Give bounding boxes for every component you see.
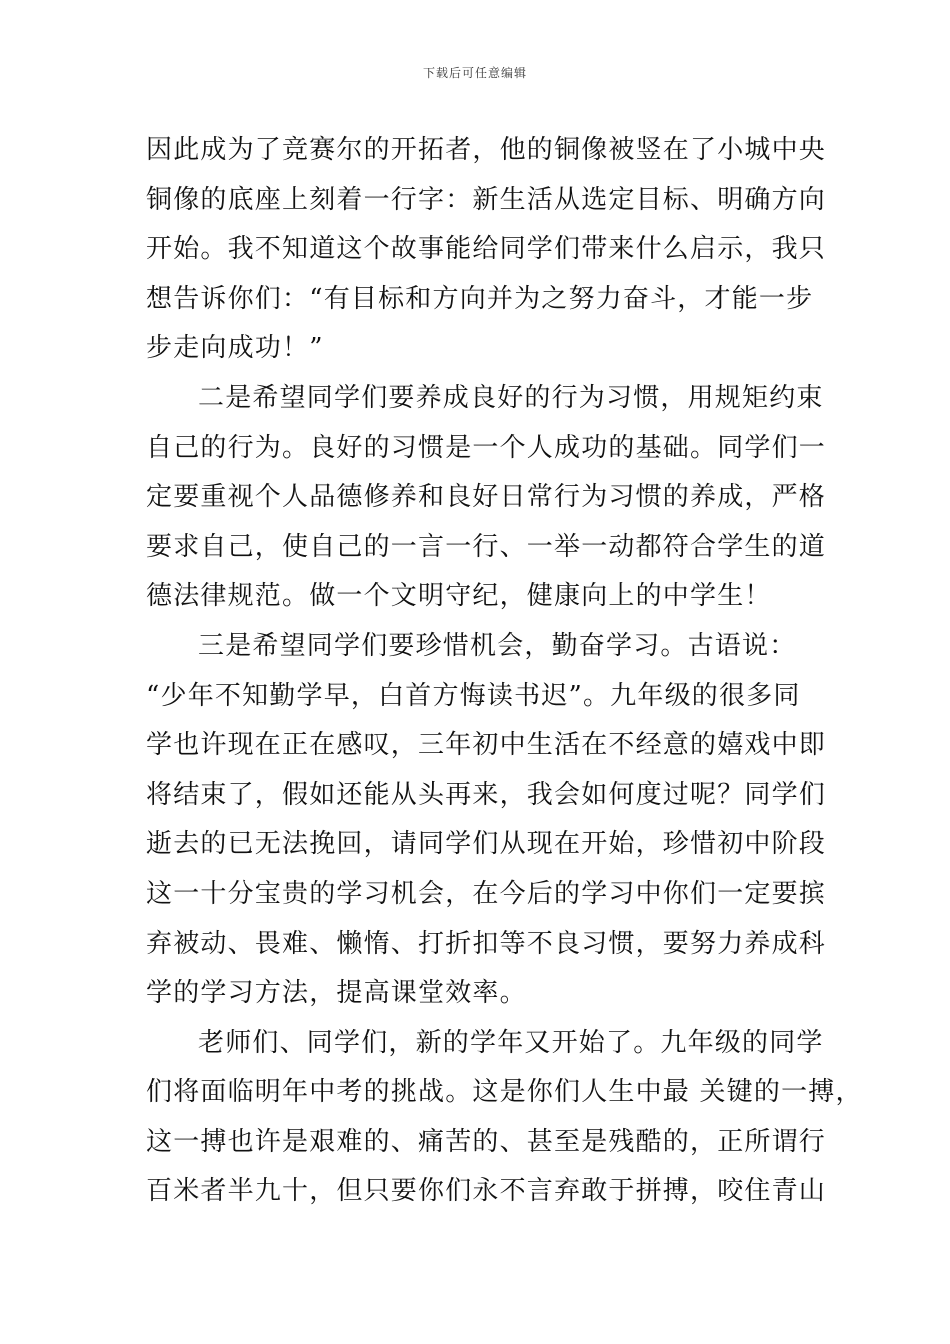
text-line: 逝去的已无法挽回，请同学们从现在开始，珍惜初中阶段 [146, 829, 827, 860]
text-line: 想告诉你们：“有目标和方向并为之努力奋斗，才能一步 [146, 283, 814, 314]
paragraph-start-line: 老师们、同学们，新的学年又开始了。九年级的同学 [198, 1027, 824, 1058]
text-line: 这一十分宝贵的学习机会，在今后的学习中你们一定要摈 [146, 878, 827, 909]
text-line: 铜像的底座上刻着一行字：新生活从选定目标、明确方向 [146, 184, 827, 215]
text-line: 这一搏也许是艰难的、痛苦的、甚至是残酷的，正所谓行 [146, 1126, 827, 1157]
text-line: “少年不知勤学早，白首方悔读书迟”。九年级的很多同 [146, 680, 801, 711]
text-line: 弃被动、畏难、懒惰、打折扣等不良习惯，要努力养成科 [146, 928, 827, 959]
text-line: 将结束了，假如还能从头再来，我会如何度过呢？同学们 [146, 779, 827, 810]
page-header: 下载后可任意编辑 [422, 66, 527, 80]
paragraph-start-line: 二是希望同学们要养成良好的行为习惯，用规矩约束 [198, 382, 824, 413]
text-line: 步走向成功！” [146, 333, 324, 364]
text-line: 学的学习方法，提高课堂效率。 [146, 978, 527, 1009]
text-line: 开始。我不知道这个故事能给同学们带来什么启示，我只 [146, 234, 827, 265]
text-line: 学也许现在正在感叹，三年初中生活在不经意的嬉戏中即 [146, 730, 827, 761]
text-line: 德法律规范。做一个文明守纪，健康向上的中学生！ [146, 581, 772, 612]
text-line: 自己的行为。良好的习惯是一个人成功的基础。同学们一 [146, 432, 827, 463]
document-body [146, 126, 863, 1217]
text-line: 因此成为了竞赛尔的开拓者，他的铜像被竖在了小城中央 [146, 135, 827, 165]
text-line: 们将面临明年中考的挑战。这是你们人生中最 关键的一搏， [146, 1077, 863, 1108]
text-line: 要求自己，使自己的一言一行、一举一动都符合学生的道 [146, 531, 827, 562]
text-line: 定要重视个人品德修养和良好日常行为习惯的养成，严格 [146, 482, 827, 513]
text-line: 百米者半九十，但只要你们永不言弃敢于拼搏，咬住青山 [146, 1176, 827, 1207]
paragraph-start-line: 三是希望同学们要珍惜机会，勤奋学习。古语说： [198, 630, 797, 661]
